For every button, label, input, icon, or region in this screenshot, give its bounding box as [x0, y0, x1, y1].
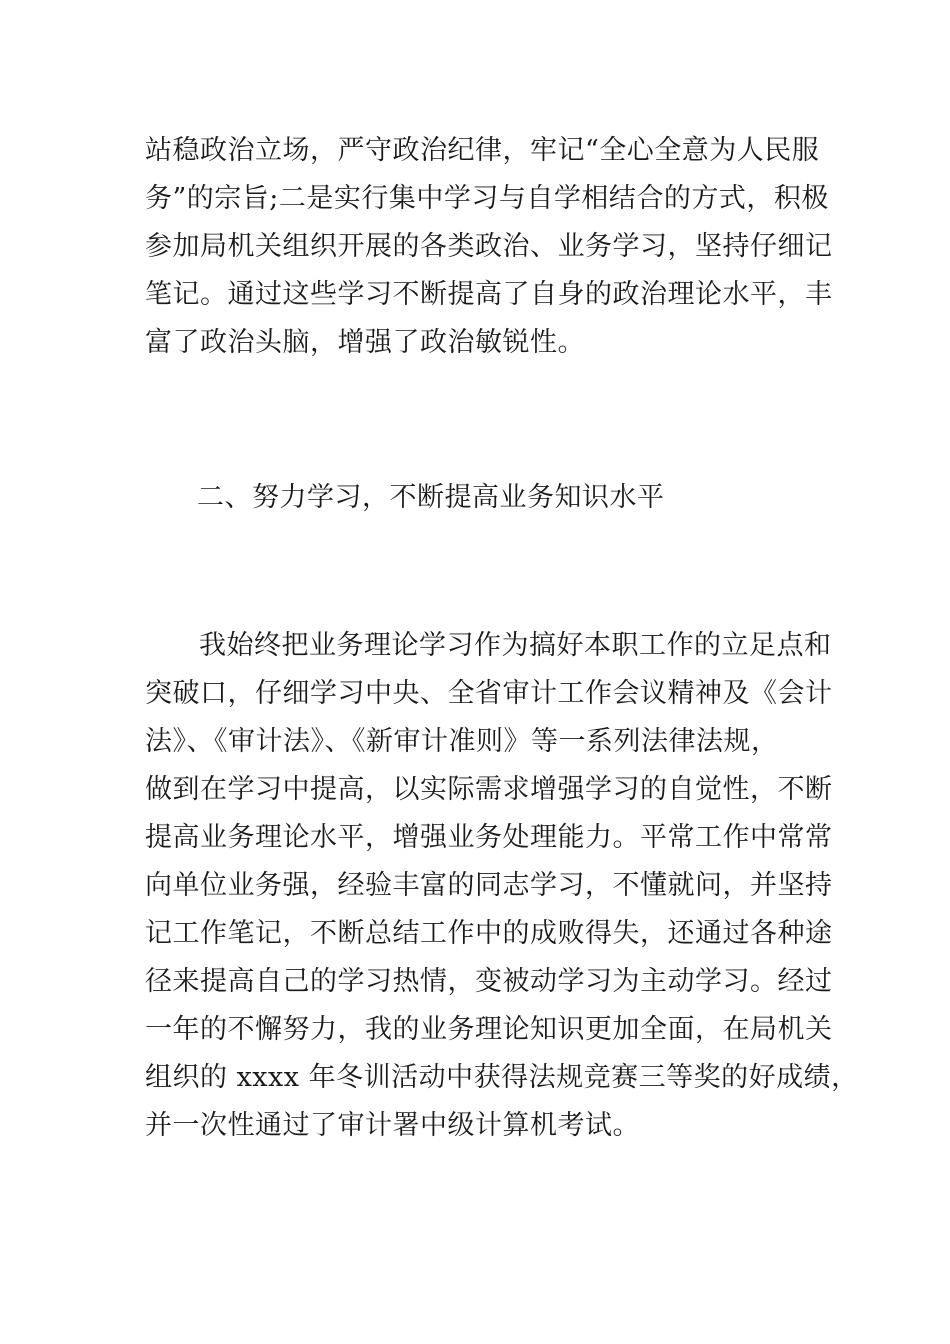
paragraph-2-line-4: 做到在学习中提高，以实际需求增强学习的自觉性，不断: [145, 774, 833, 805]
paragraph-1-line-4: 笔记。通过这些学习不断提高了自身的政治理论水平，丰: [145, 279, 833, 310]
paragraph-1-line-5: 富了政治头脑，增强了政治敏锐性。: [145, 327, 585, 358]
paragraph-2-line-6: 向单位业务强，经验丰富的同志学习，不懂就问，并坚持: [145, 870, 833, 901]
paragraph-1-line-1: 站稳政治立场，严守政治纪律，牢记“全心全意为人民服: [145, 135, 820, 166]
paragraph-2-line-3: 法》、《审计法》、《新审计准则》等一系列法律法规，: [145, 726, 779, 757]
paragraph-2-line-5: 提高业务理论水平，增强业务处理能力。平常工作中常常: [145, 822, 833, 853]
paragraph-2-line-2: 突破口，仔细学习中央、全省审计工作会议精神及《会计: [145, 678, 833, 709]
paragraph-2-line-11: 并一次性通过了审计署中级计算机考试。: [145, 1110, 640, 1141]
paragraph-1-line-2: 务”的宗旨;二是实行集中学习与自学相结合的方式，积极: [145, 183, 829, 214]
paragraph-2-line-7: 记工作笔记，不断总结工作中的成败得失，还通过各种途: [145, 918, 833, 949]
paragraph-1-line-3: 参加局机关组织开展的各类政治、业务学习，坚持仔细记: [145, 231, 833, 262]
paragraph-2-line-8: 径来提高自己的学习热情，变被动学习为主动学习。经过: [145, 966, 833, 997]
paragraph-2-line-9: 一年的不懈努力，我的业务理论知识更加全面，在局机关: [145, 1014, 833, 1045]
section-heading: 二、努力学习，不断提高业务知识水平: [197, 482, 665, 513]
paragraph-2-line-10: 组织的 xxxx 年冬训活动中获得法规竞赛三等奖的好成绩，: [145, 1062, 859, 1093]
paragraph-2-line-1: 我始终把业务理论学习作为搞好本职工作的立足点和: [199, 630, 832, 661]
